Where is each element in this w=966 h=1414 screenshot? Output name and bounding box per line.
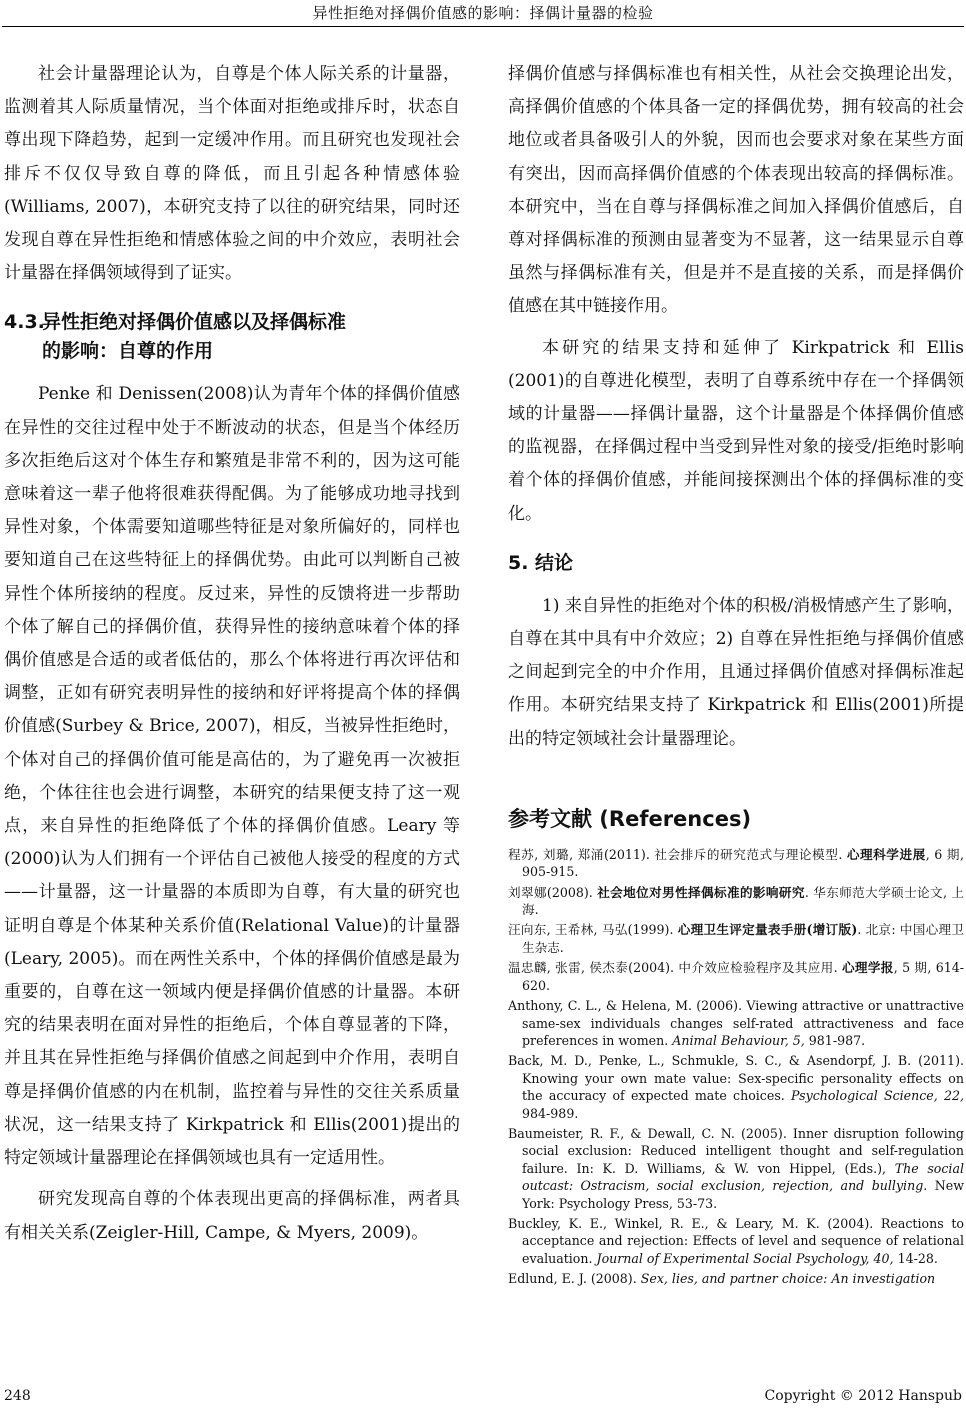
section-heading-4-3 (4, 308, 460, 366)
paragraph: 1) 来自异性的拒绝对个体的积极/消极情感产生了影响，自尊在其中具有中介效应；2) 自尊在异性拒绝与择偶价值感之间起到完全的中介作用，且通过择偶价值感对择偶标准起作用。本研究结果支持了 Kirkpatrick 和 Ellis(2001)所提出的特定领域社会计量器理论。 (508, 595, 964, 749)
reference-source-bold: 心理学报 (841, 960, 894, 976)
reference-text: . 北京: 中国心理卫生杂志. (522, 922, 964, 955)
reference-text: 14-28. (893, 1250, 938, 1266)
reference-source-bold: 社会地位对男性择偶标准的影响研究 (597, 884, 805, 900)
reference-source-bold: 心理科学进展 (846, 846, 926, 862)
reference-item (508, 921, 964, 956)
reference-list (508, 846, 964, 1288)
reference-text: . New York: Psychology Press, 53-73. (522, 1178, 964, 1211)
paragraph: 研究发现高自尊的个体表现出更高的择偶标准，两者具有相关关系(Zeigler-Hill, Campe, & Myers, 2009)。 (4, 1189, 460, 1243)
reference-item (508, 884, 964, 919)
reference-text: Anthony, C. L., & Helena, M. (2006). Viewing attractive or unattractive same-sex individuals changes self-rated attractiveness and face preferences in women. (508, 998, 964, 1048)
reference-text: Edlund, E. J. (2008). (508, 1271, 641, 1287)
section-number: 4.3. (4, 311, 45, 334)
reference-item (508, 997, 964, 1049)
reference-text: 981-987. (804, 1032, 866, 1048)
reference-text: . 华东师范大学硕士论文, 上海. (522, 884, 964, 918)
section-title-line-2: 的影响：自尊的作用 (42, 340, 214, 363)
left-column (4, 58, 460, 1258)
reference-source-italic: Sex, lies, and partner choice: An investigation (640, 1271, 936, 1287)
reference-text: Back, M. D., Penke, L., Schmukle, S. C., & Asendorpf, J. B. (2011). Knowing your own mate value: Sex-specific personality effects on the accuracy of expected mate choices. (508, 1053, 964, 1104)
reference-source-bold: 心理卫生评定量表手册(增订版) (677, 922, 858, 938)
reference-source-italic: Journal of Experimental Social Psychology, 40, (596, 1250, 894, 1266)
right-column (508, 58, 964, 1291)
reference-item (508, 1052, 964, 1122)
references-heading: 参考文献 (References) (508, 806, 752, 831)
reference-text: Baumeister, R. F., & Dewall, C. N. (2005). Inner disruption following social exclusion: Reduced intelligent thought and self-regulation failure. In: K. D. Williams, & W. von Hippel, (Eds.), (508, 1125, 964, 1176)
page-number: 248 (4, 1388, 31, 1404)
reference-item (508, 1270, 964, 1287)
reference-item (508, 959, 964, 994)
reference-text: 刘翠娜(2008). (508, 884, 598, 900)
reference-text: , 5 期, 614-620. (522, 960, 964, 993)
reference-item (508, 1215, 964, 1267)
paragraph: 择偶价值感与择偶标准也有相关性，从社会交换理论出发，高择偶价值感的个体具备一定的择偶优势，拥有较高的社会地位或者具备吸引人的外貌，因而也会要求对象在某些方面有突出，因而高择偶价值感的个体表现出较高的择偶标准。本研究中，当在自尊与择偶标准之间加入择偶价值感后，自尊对择偶标准的预测由显著变为不显著，这一结果显示自尊虽然与择偶标准有关，但是并不是直接的关系，而是择偶价值感在其中链接作用。 (508, 64, 964, 317)
reference-text: Buckley, K. E., Winkel, R. E., & Leary, M. K. (2004). Reactions to acceptance and rejection: Effects of level and sequence of relational evaluation. (508, 1215, 964, 1266)
header-rule (2, 26, 964, 27)
reference-source-italic: The social outcast: Ostracism, social exclusion, rejection, and bullying (522, 1160, 964, 1194)
running-header: 异性拒绝对择偶价值感的影响：择偶计量器的检验 (312, 4, 654, 22)
paragraph: 本研究的结果支持和延伸了 Kirkpatrick 和 Ellis (2001)的自尊进化模型，表明了自尊系统中存在一个择偶领域的计量器——择偶计量器，这个计量器是个体择偶价值感的监视器，在择偶过程中当受到异性对象的接受/拒绝时影响着个体的择偶价值感，并能间接探测出个体的择偶标准的变化。 (508, 337, 964, 524)
section-heading-5: 5. 结论 (508, 551, 574, 574)
reference-text: 汪向东, 王希林, 马弘(1999). (508, 922, 678, 938)
paragraph: Penke 和 Denissen(2008)认为青年个体的择偶价值感在异性的交往过程中处于不断波动的状态，但是当个体经历多次拒绝后这对个体生存和繁殖是非常不利的，因为这可能意味着这一辈子他将很难获得配偶。为了能够成功地寻找到异性对象，个体需要知道哪些特征是对象所偏好的，同样也要知道自己在这些特征上的择偶优势。由此可以判断自己被异性个体所接纳的程度。反过来，异性的反馈将进一步帮助个体了解自己的择偶价值，获得异性的接纳意味着个体的择偶价值感是合适的或者低估的，那么个体将进行再次评估和调整，正如有研究表明异性的接纳和好评将提高个体的择偶价值感(Surbey & Brice, 2007)，相反，当被异性拒绝时，个体对自己的择偶价值可能是高估的，为了避免再一次被拒绝，个体往往也会进行调整，本研究的结果便支持了这一观点，来自异性的拒绝降低了个体的择偶价值感。Leary 等(2000)认为人们拥有一个评估自己被他人接受的程度的方式——计量器，这一计量器的本质即为自尊，有大量的研究也证明自尊是个体某种关系价值(Relational Value)的计量器(Leary, 2005)。而在两性关系中，个体的择偶价值感是最为重要的，自尊在这一领域内便是择偶价值感的计量器。本研究的结果表明在面对异性的拒绝后，个体自尊显著的下降，并且其在异性拒绝与择偶价值感之间起到中介作用，表明自尊是择偶价值感的内在机制，监控着与异性的交往关系质量状况，这一结果支持了 Kirkpatrick 和 Ellis(2001)提出的特定领域计量器理论在择偶领域也具有一定适用性。 (4, 384, 460, 1169)
copyright: Copyright © 2012 Hanspub (764, 1388, 962, 1404)
section-title-line-1: 异性拒绝对择偶价值感以及择偶标准 (42, 311, 347, 334)
reference-text: 温忠麟, 张雷, 侯杰泰(2004). 中介效应检验程序及其应用. (508, 960, 842, 976)
reference-item (508, 846, 964, 881)
reference-text: 984-989. (522, 1105, 579, 1121)
reference-text: , 6 期, 905-915. (522, 846, 964, 880)
reference-text: 程苏, 刘璐, 郑涌(2011). 社会排斥的研究范式与理论模型. (508, 846, 847, 862)
reference-item (508, 1125, 964, 1212)
reference-source-italic: Psychological Science, 22, (791, 1088, 964, 1104)
reference-source-italic: Animal Behaviour, 5, (672, 1032, 805, 1048)
paragraph: 社会计量器理论认为，自尊是个体人际关系的计量器，监测着其人际质量情况，当个体面对拒绝或排斥时，状态自尊出现下降趋势，起到一定缓冲作用。而且研究也发现社会排斥不仅仅导致自尊的降低，而且引起各种情感体验(Williams, 2007)，本研究支持了以往的研究结果，同时还发现自尊在异性拒绝和情感体验之间的中介效应，表明社会计量器在择偶领域得到了证实。 (4, 64, 460, 284)
